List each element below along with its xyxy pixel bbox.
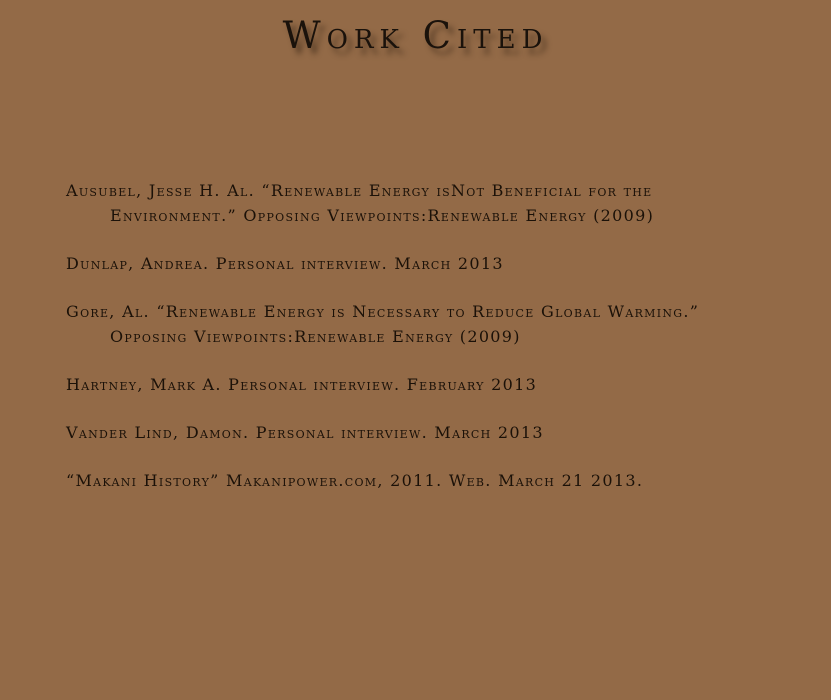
reference-line: “Makani History” Makanipower.com, 2011. Web. March 21 2013. bbox=[66, 471, 644, 490]
reference-line: Dunlap, Andrea. Personal interview. March 2013 bbox=[66, 254, 504, 273]
references-list bbox=[66, 178, 786, 516]
page-title: Work Cited bbox=[282, 14, 549, 57]
reference-item bbox=[66, 178, 786, 228]
reference-line: Hartney, Mark A. Personal interview. February 2013 bbox=[66, 375, 538, 394]
reference-line: Gore, Al. “Renewable Energy is Necessary to Reduce Global Warming.” bbox=[66, 302, 700, 321]
reference-line-continued: Environment.” Opposing Viewpoints:Renewable Energy (2009) bbox=[110, 206, 655, 225]
reference-item bbox=[66, 468, 786, 493]
reference-line-continued: Opposing Viewpoints:Renewable Energy (2009) bbox=[110, 327, 521, 346]
reference-line: Vander Lind, Damon. Personal interview. March 2013 bbox=[66, 423, 544, 442]
reference-item bbox=[66, 420, 786, 445]
reference-item bbox=[66, 251, 786, 276]
reference-item bbox=[66, 299, 786, 349]
reference-line: Ausubel, Jesse H. Al. “Renewable Energy isNot Beneficial for the bbox=[66, 181, 653, 200]
reference-item bbox=[66, 372, 786, 397]
